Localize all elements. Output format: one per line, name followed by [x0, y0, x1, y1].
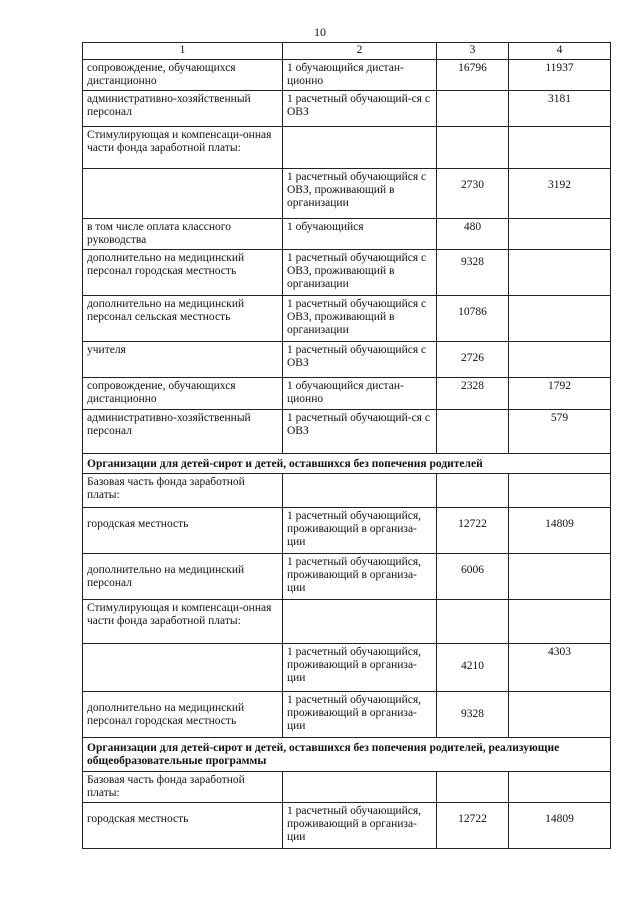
row-value-3 — [437, 410, 509, 454]
table-row — [83, 474, 611, 508]
row-label: дополнительно на медицинский персонал — [83, 554, 283, 600]
row-value-3: 480 — [437, 219, 509, 250]
section-row — [83, 738, 611, 772]
row-label: административно-хозяйственный персонал — [83, 91, 283, 127]
row-value-4: 4303 — [509, 644, 611, 692]
section-heading: Организации для детей-сирот и детей, оставшихся без попечения родителей, реализующие общеобразовательные программы — [83, 738, 611, 772]
table-row — [83, 169, 611, 219]
row-value-4: 1792 — [509, 378, 611, 410]
row-label — [83, 169, 283, 219]
table-row — [83, 296, 611, 342]
row-value-3: 12722 — [437, 508, 509, 554]
table-row — [83, 127, 611, 169]
row-value-3: 2328 — [437, 378, 509, 410]
row-value-3 — [437, 474, 509, 508]
row-unit: 1 обучающийся дистан-ционно — [283, 378, 437, 410]
row-value-3: 9328 — [437, 250, 509, 296]
row-label: сопровождение, обучающихся дистанционно — [83, 378, 283, 410]
table-row — [83, 772, 611, 803]
row-value-4 — [509, 692, 611, 738]
table-row — [83, 250, 611, 296]
row-value-3: 4210 — [437, 644, 509, 692]
row-value-3: 10786 — [437, 296, 509, 342]
row-unit: 1 расчетный обучающийся с ОВЗ, проживающий в организации — [283, 296, 437, 342]
row-value-3 — [437, 600, 509, 644]
table-row — [83, 378, 611, 410]
header-col-1: 1 — [83, 43, 283, 60]
row-value-3: 2726 — [437, 342, 509, 378]
table-row — [83, 91, 611, 127]
row-value-4 — [509, 127, 611, 169]
row-unit — [283, 127, 437, 169]
row-unit: 1 расчетный обучающийся, проживающий в организа-ции — [283, 508, 437, 554]
row-label: Базовая часть фонда заработной платы: — [83, 772, 283, 803]
row-value-3 — [437, 127, 509, 169]
row-value-4 — [509, 250, 611, 296]
row-value-3: 12722 — [437, 803, 509, 849]
table-row — [83, 554, 611, 600]
header-col-4: 4 — [509, 43, 611, 60]
row-label: дополнительно на медицинский персонал городская местность — [83, 250, 283, 296]
row-value-4 — [509, 296, 611, 342]
row-unit: 1 расчетный обучающийся, проживающий в организа-ции — [283, 644, 437, 692]
header-col-2: 2 — [283, 43, 437, 60]
row-value-3 — [437, 772, 509, 803]
row-value-4 — [509, 772, 611, 803]
row-unit — [283, 772, 437, 803]
page-number: 10 — [314, 25, 326, 39]
row-unit: 1 расчетный обучающийся с ОВЗ, проживающий в организации — [283, 250, 437, 296]
table-row — [83, 600, 611, 644]
table-row — [83, 342, 611, 378]
row-label: городская местность — [83, 803, 283, 849]
row-label: Стимулирующая и компенсаци-онная части фонда заработной платы: — [83, 600, 283, 644]
row-label: дополнительно на медицинский персонал сельская местность — [83, 296, 283, 342]
row-value-4 — [509, 474, 611, 508]
section-heading: Организации для детей-сирот и детей, оставшихся без попечения родителей — [83, 454, 611, 474]
row-value-3: 2730 — [437, 169, 509, 219]
row-value-4: 3181 — [509, 91, 611, 127]
row-label: городская местность — [83, 508, 283, 554]
row-label: учителя — [83, 342, 283, 378]
table-row — [83, 644, 611, 692]
row-value-4: 14809 — [509, 508, 611, 554]
row-unit: 1 расчетный обучающий-ся с ОВЗ — [283, 410, 437, 454]
row-unit: 1 расчетный обучающий-ся с ОВЗ — [283, 91, 437, 127]
row-label: в том числе оплата классного руководства — [83, 219, 283, 250]
header-col-3: 3 — [437, 43, 509, 60]
funding-table — [82, 42, 611, 849]
row-value-4 — [509, 554, 611, 600]
row-value-3: 6006 — [437, 554, 509, 600]
row-unit: 1 расчетный обучающийся с ОВЗ, проживающий в организации — [283, 169, 437, 219]
row-unit: 1 расчетный обучающийся, проживающий в организа-ции — [283, 692, 437, 738]
row-value-4: 579 — [509, 410, 611, 454]
row-label — [83, 644, 283, 692]
table-row — [83, 410, 611, 454]
row-unit: 1 расчетный обучающийся с ОВЗ — [283, 342, 437, 378]
row-unit: 1 обучающийся — [283, 219, 437, 250]
row-unit: 1 обучающийся дистан-ционно — [283, 60, 437, 91]
table-row — [83, 60, 611, 91]
row-unit — [283, 474, 437, 508]
table-row — [83, 219, 611, 250]
row-value-4: 11937 — [509, 60, 611, 91]
table-row — [83, 692, 611, 738]
row-value-4 — [509, 600, 611, 644]
row-value-3: 9328 — [437, 692, 509, 738]
table-row — [83, 803, 611, 849]
row-unit: 1 расчетный обучающийся, проживающий в организа-ции — [283, 554, 437, 600]
row-label: дополнительно на медицинский персонал городская местность — [83, 692, 283, 738]
row-label: сопровождение, обучающихся дистанционно — [83, 60, 283, 91]
row-value-4 — [509, 342, 611, 378]
row-value-4 — [509, 219, 611, 250]
row-unit — [283, 600, 437, 644]
table-row — [83, 508, 611, 554]
row-unit: 1 расчетный обучающийся, проживающий в организа-ции — [283, 803, 437, 849]
row-label: административно-хозяйственный персонал — [83, 410, 283, 454]
row-label: Базовая часть фонда заработной платы: — [83, 474, 283, 508]
row-label: Стимулирующая и компенсаци-онная части фонда заработной платы: — [83, 127, 283, 169]
table-header-row — [83, 43, 611, 60]
row-value-3: 16796 — [437, 60, 509, 91]
row-value-4: 3192 — [509, 169, 611, 219]
section-row — [83, 454, 611, 474]
row-value-3 — [437, 91, 509, 127]
row-value-4: 14809 — [509, 803, 611, 849]
